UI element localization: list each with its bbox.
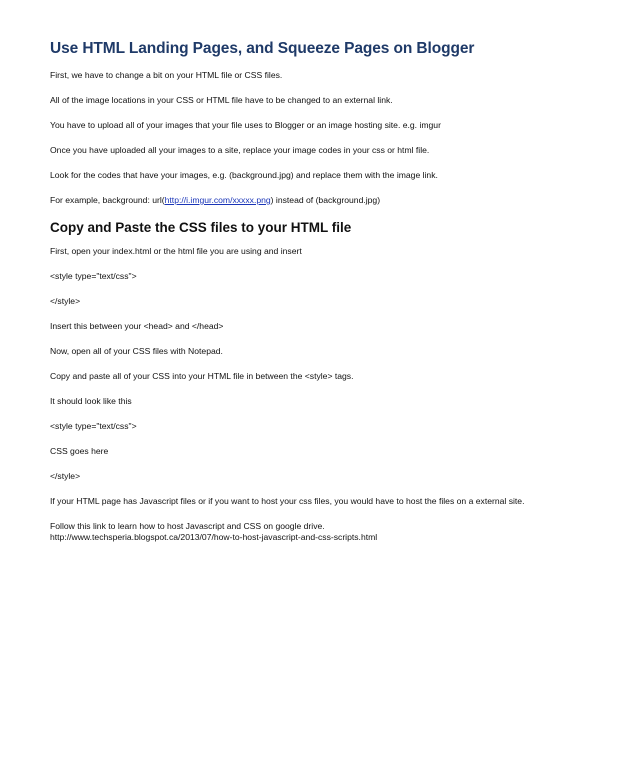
example-suffix: ) instead of (background.jpg) — [270, 195, 381, 205]
paragraph-open-notepad: Now, open all of your CSS files with Notepad. — [50, 346, 223, 356]
paragraph-follow-link — [50, 521, 620, 543]
code-style-open: <style type="text/css"> — [50, 271, 137, 281]
document-page — [50, 40, 620, 557]
paragraph-example — [50, 195, 620, 206]
follow-link-text: Follow this link to learn how to host Javascript and CSS on google drive. — [50, 521, 325, 531]
example-image-link[interactable]: http://i.imgur.com/xxxxx.png — [164, 195, 271, 205]
paragraph-upload-images: You have to upload all of your images that your file uses to Blogger or an image hosting site. e.g. imgur — [50, 120, 441, 130]
paragraph-javascript-files: If your HTML page has Javascript files or if you want to host your css files, you would have to host the files on a external site. — [50, 496, 525, 506]
paragraph-should-look: It should look like this — [50, 396, 132, 406]
paragraph-change-files: First, we have to change a bit on your HTML file or CSS files. — [50, 70, 283, 80]
paragraph-image-locations: All of the image locations in your CSS or HTML file have to be changed to an external link. — [50, 95, 393, 105]
paragraph-insert-between-head: Insert this between your <head> and </head> — [50, 321, 224, 331]
follow-link-url[interactable]: http://www.techsperia.blogspot.ca/2013/07/how-to-host-javascript-and-css-scripts.html — [50, 532, 378, 542]
section-heading-copy-paste: Copy and Paste the CSS files to your HTML file — [50, 220, 352, 235]
code-example-style-open: <style type="text/css"> — [50, 421, 137, 431]
document-title: Use HTML Landing Pages, and Squeeze Pages on Blogger — [50, 40, 475, 57]
code-example-style-close: </style> — [50, 471, 81, 481]
code-example-css-goes-here: CSS goes here — [50, 446, 109, 456]
example-prefix: For example, background: url( — [50, 195, 165, 205]
code-style-close: </style> — [50, 296, 81, 306]
paragraph-replace-codes: Once you have uploaded all your images to a site, replace your image codes in your css or html file. — [50, 145, 430, 155]
paragraph-look-for-codes: Look for the codes that have your images, e.g. (background.jpg) and replace them with the image link. — [50, 170, 438, 180]
paragraph-copy-paste-css: Copy and paste all of your CSS into your HTML file in between the <style> tags. — [50, 371, 354, 381]
paragraph-open-index: First, open your index.html or the html file you are using and insert — [50, 246, 302, 256]
